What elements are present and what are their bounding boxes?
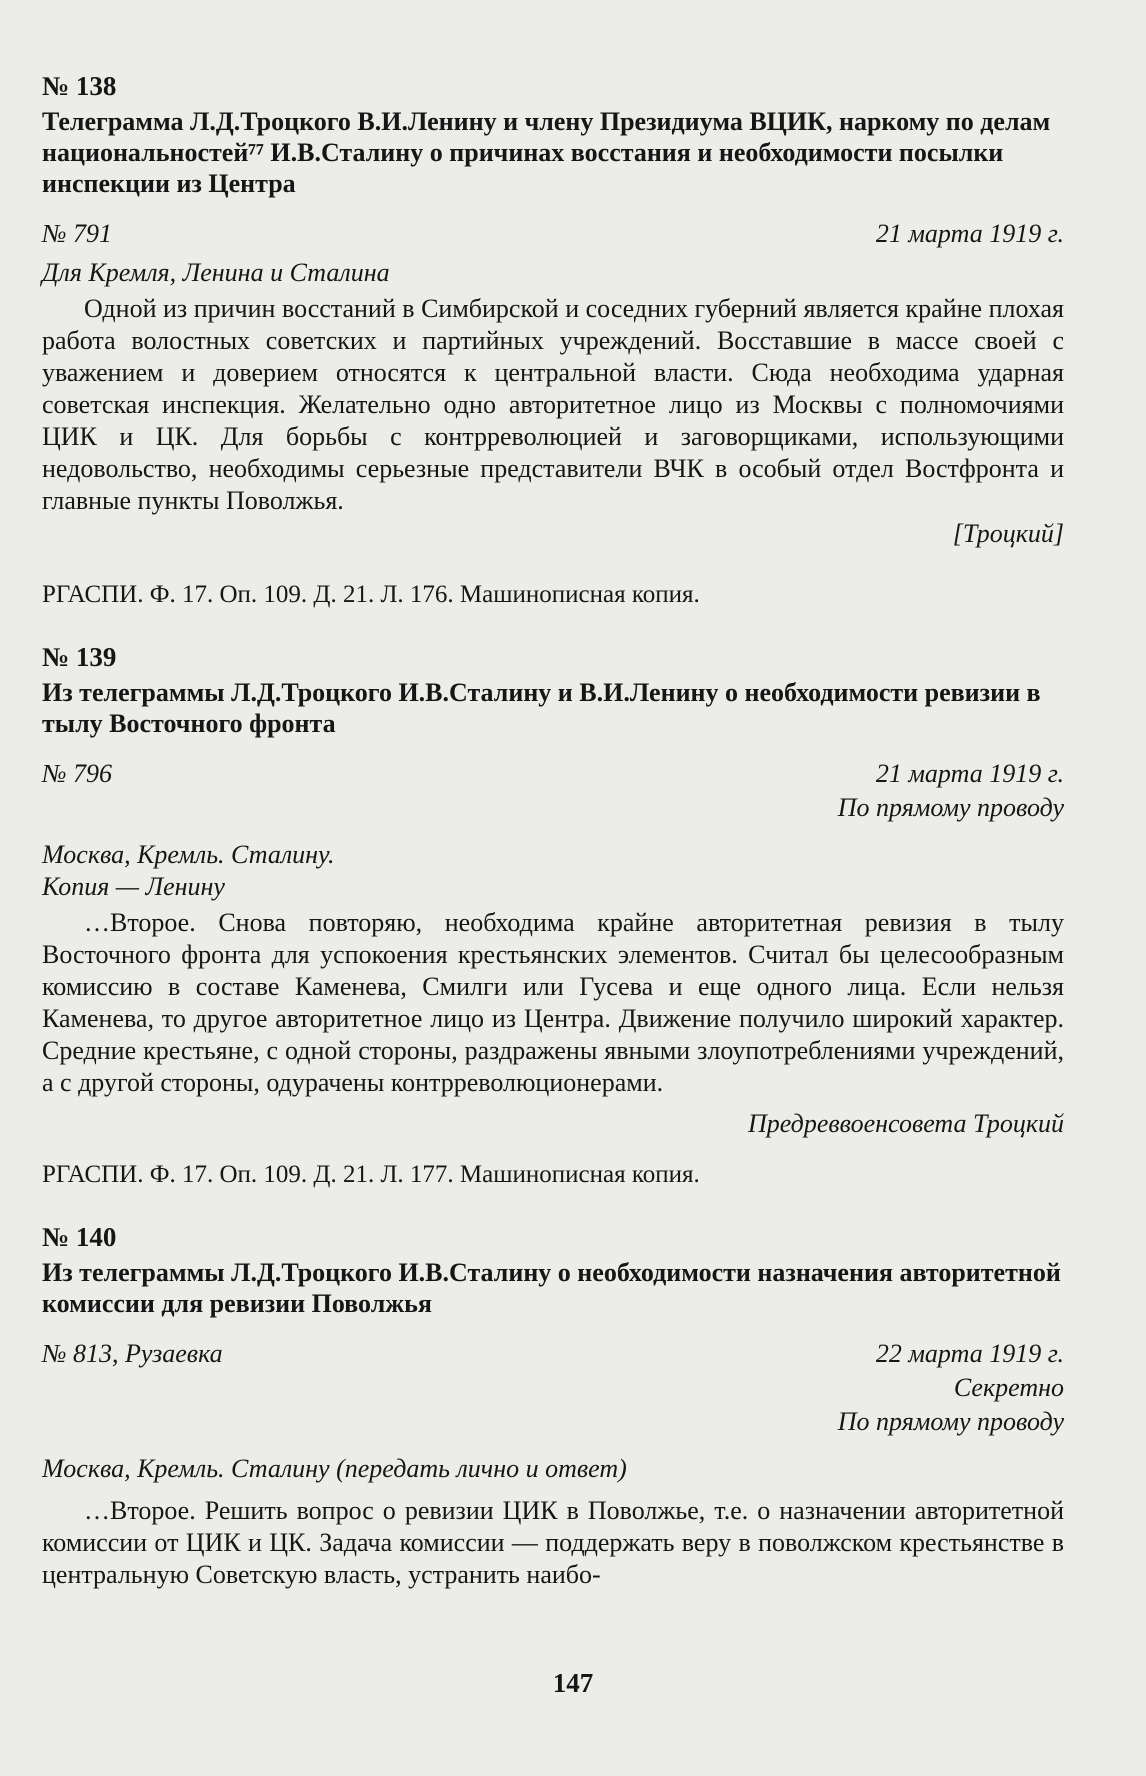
signature: Предреввоенсовета Троцкий — [748, 1109, 1064, 1138]
document-body: …Второе. Снова повторяю, необходима крайне авторитетная ревизия в тылу Восточного фронта для успокоения крестьянских элементов. Считал бы целесообразным комиссию в составе Каменева, Смилги или Гусева и еще одного лица. Если нельзя Каменева, то другое авторитетное лицо из Центра. Движение получило широкий характер. Средние крестьяне, с одной стороны, раздражены явными злоупотреблениями учреждений, а с другой стороны, одурачены контрреволюционерами. — [42, 908, 1064, 1097]
document-138 — [42, 70, 1064, 611]
document-meta — [42, 757, 1064, 791]
document-title: Из телеграммы Л.Д.Троцкого И.В.Сталину о необходимости назначения авторитетной комиссии для ревизии Поволжья — [42, 1258, 1061, 1318]
document-meta — [42, 1337, 1064, 1371]
telegram-ref: № 791 — [42, 219, 113, 248]
copy-line: Копия — Ленину — [42, 872, 225, 901]
telegram-ref: № 796 — [42, 759, 113, 788]
document-body: …Второе. Решить вопрос о ревизии ЦИК в Поволжье, т.е. о назначении авторитетной комиссии от ЦИК и ЦК. Задача комиссии — поддержать веру в поволжском крестьянстве в центральную Советскую власть, устранить наибо- — [42, 1496, 1064, 1589]
transmission-channel: По прямому проводу — [837, 793, 1064, 822]
secrecy-label: Секретно — [953, 1373, 1064, 1402]
document-body: Одной из причин восстаний в Симбирской и соседних губерний является крайне плохая работа волостных советских и партийных учреждений. Восставшие в массе своей с уважением и доверием относятся к центральной власти. Сюда необходима ударная советская инспекция. Желательно одно авторитетное лицо из Москвы с полномочиями ЦИК и ЦК. Для борьбы с контрреволюцией и заговорщиками, использующими недовольство, необходимы серьезные представители ВЧК в особый отдел Востфронта и главные пункты Поволжья. — [42, 294, 1064, 515]
document-number: № 139 — [42, 642, 117, 672]
document-title: Из телеграммы Л.Д.Троцкого И.В.Сталину и В.И.Ленину о необходимости ревизии в тылу Восточного фронта — [42, 678, 1041, 738]
archive-source: РГАСПИ. Ф. 17. Оп. 109. Д. 21. Л. 176. Машинописная копия. — [42, 581, 700, 608]
telegram-ref: № 813, Рузаевка — [42, 1339, 223, 1368]
document-number: № 140 — [42, 1222, 117, 1252]
document-number: № 138 — [42, 71, 117, 101]
document-140 — [42, 1221, 1064, 1591]
document-title: Телеграмма Л.Д.Троцкого В.И.Ленину и члену Президиума ВЦИК, наркому по делам национальностей⁷⁷ И.В.Сталину о причинах восстания и необходимости посылки инспекции из Центра — [42, 107, 1051, 198]
document-meta — [42, 217, 1064, 251]
document-date: 21 марта 1919 г. — [875, 759, 1064, 788]
signature: [Троцкий] — [952, 519, 1064, 548]
page-number: 147 — [552, 1668, 594, 1698]
addressee: Для Кремля, Ленина и Сталина — [42, 258, 390, 287]
document-139 — [42, 641, 1064, 1191]
document-date: 22 марта 1919 г. — [875, 1339, 1064, 1368]
archive-source: РГАСПИ. Ф. 17. Оп. 109. Д. 21. Л. 177. Машинописная копия. — [42, 1161, 700, 1188]
address-line: Москва, Кремль. Сталину. — [42, 840, 335, 869]
document-date: 21 марта 1919 г. — [875, 219, 1064, 248]
address-line: Москва, Кремль. Сталину (передать лично и ответ) — [42, 1454, 627, 1483]
transmission-channel: По прямому проводу — [837, 1407, 1064, 1436]
